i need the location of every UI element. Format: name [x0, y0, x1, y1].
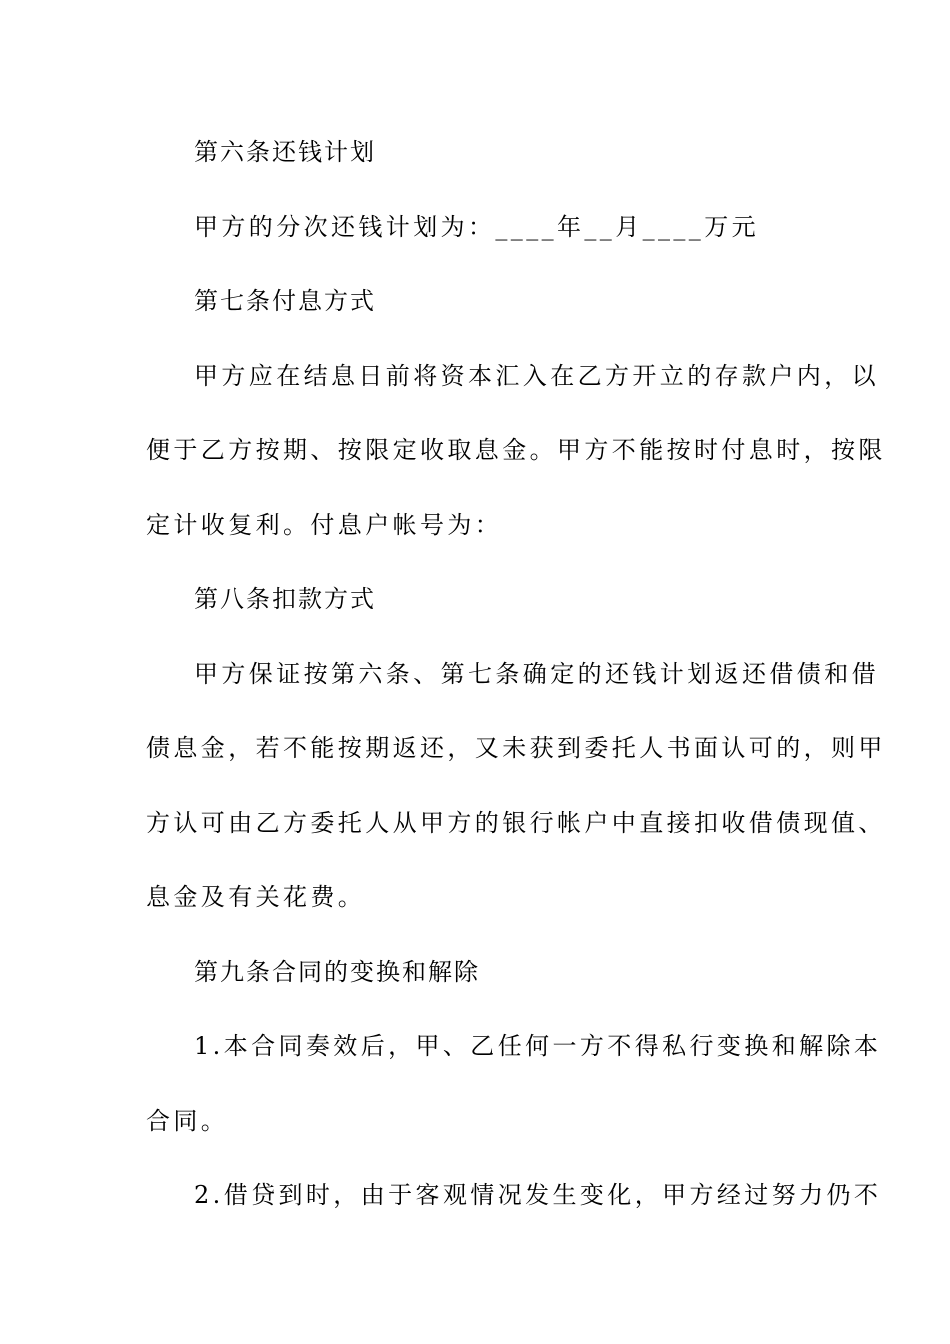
- article-6-heading: 第六条还钱计划: [194, 138, 376, 166]
- repayment-plan-line: 甲方的分次还钱计划为：____年__月____万元: [194, 213, 759, 241]
- article-8-heading: 第八条扣款方式: [194, 585, 376, 613]
- paragraph-line: 甲方应在结息日前将资本汇入在乙方开立的存款户内，以: [194, 362, 879, 390]
- clause-1-line: 1.本合同奏效后，甲、乙任何一方不得私行变换和解除本: [194, 1032, 882, 1060]
- paragraph-line: 方认可由乙方委托人从甲方的银行帐户中直接扣收借债现值、: [146, 809, 886, 837]
- paragraph-line: 债息金，若不能按期返还，又未获到委托人书面认可的，则甲: [146, 734, 886, 762]
- clause-2-line: 2.借贷到时，由于客观情况发生变化，甲方经过努力仍不: [194, 1181, 882, 1209]
- article-9-heading: 第九条合同的变换和解除: [194, 958, 480, 986]
- paragraph-line: 便于乙方按期、按限定收取息金。甲方不能按时付息时，按限: [146, 436, 886, 464]
- paragraph-line: 合同。: [146, 1107, 229, 1135]
- paragraph-line: 定计收复利。付息户帐号为：: [146, 511, 503, 539]
- article-7-heading: 第七条付息方式: [194, 287, 376, 315]
- paragraph-line: 甲方保证按第六条、第七条确定的还钱计划返还借债和借: [194, 660, 879, 688]
- paragraph-line: 息金及有关花费。: [146, 883, 366, 911]
